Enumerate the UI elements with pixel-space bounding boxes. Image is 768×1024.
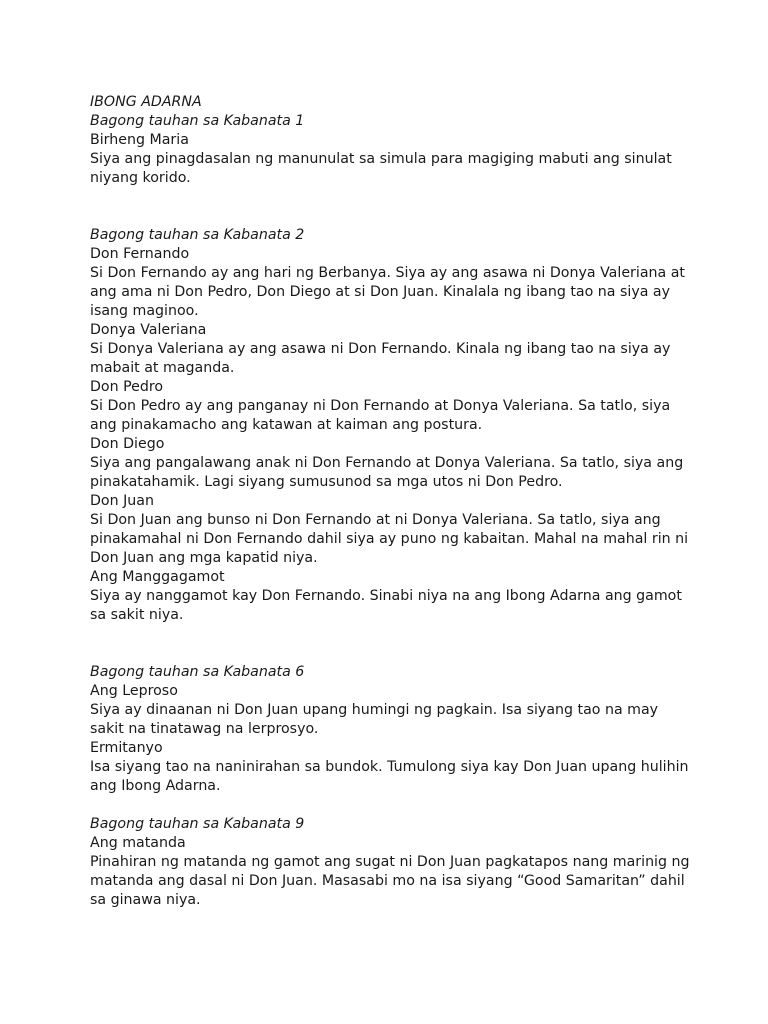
description-line: isang maginoo. bbox=[90, 303, 199, 319]
description-line: Si Don Juan ang bunso ni Don Fernando at ni Donya Valeriana. Sa tatlo, siya ang bbox=[90, 512, 661, 528]
description-line: sa ginawa niya. bbox=[90, 892, 201, 908]
document-title: IBONG ADARNA bbox=[90, 94, 202, 110]
character-name: Ang Manggagamot bbox=[90, 569, 225, 585]
description-line: ang pinakamacho ang katawan at kaiman ang postura. bbox=[90, 417, 483, 433]
description-line: sakit na tinatawag na lerprosyo. bbox=[90, 721, 319, 737]
section-kabanata-9 bbox=[90, 815, 690, 910]
description-line: ang ama ni Don Pedro, Don Diego at si Don Juan. Kinalala ng ibang tao na siya ay bbox=[90, 284, 671, 300]
description-line: ang Ibong Adarna. bbox=[90, 778, 221, 794]
description-line: Si Don Pedro ay ang panganay ni Don Fernando at Donya Valeriana. Sa tatlo, siya bbox=[90, 398, 671, 414]
section-heading: Bagong tauhan sa Kabanata 1 bbox=[90, 113, 305, 129]
description-line: Si Donya Valeriana ay ang asawa ni Don Fernando. Kinala ng ibang tao na siya ay bbox=[90, 341, 671, 357]
description-line: mabait at maganda. bbox=[90, 360, 235, 376]
character-name: Ang matanda bbox=[90, 835, 186, 851]
section-heading: Bagong tauhan sa Kabanata 6 bbox=[90, 664, 305, 680]
character-name: Don Pedro bbox=[90, 379, 164, 395]
spacer bbox=[90, 796, 690, 815]
description-line: matanda ang dasal ni Don Juan. Masasabi mo na isa siyang “Good Samaritan” dahil bbox=[90, 873, 685, 889]
description-line: Don Juan ang mga kapatid niya. bbox=[90, 550, 318, 566]
description-line: pinakatahamik. Lagi siyang sumusunod sa mga utos ni Don Pedro. bbox=[90, 474, 563, 490]
description-line: Pinahiran ng matanda ng gamot ang sugat ni Don Juan pagkatapos nang marinig ng bbox=[90, 854, 690, 870]
description-line: Si Don Fernando ay ang hari ng Berbanya. Siya ay ang asawa ni Donya Valeriana at bbox=[90, 265, 685, 281]
character-name: Don Fernando bbox=[90, 246, 190, 262]
description-line: pinakamahal ni Don Fernando dahil siya ay puno ng kabaitan. Mahal na mahal rin ni bbox=[90, 531, 689, 547]
description-line: Siya ay dinaanan ni Don Juan upang humingi ng pagkain. Isa siyang tao na may bbox=[90, 702, 659, 718]
character-name: Ang Leproso bbox=[90, 683, 178, 699]
character-name: Don Juan bbox=[90, 493, 154, 509]
description-line: sa sakit niya. bbox=[90, 607, 184, 623]
section-heading: Bagong tauhan sa Kabanata 2 bbox=[90, 227, 305, 243]
spacer bbox=[90, 188, 690, 226]
section-kabanata-1 bbox=[90, 112, 690, 188]
description-line: Siya ang pangalawang anak ni Don Fernando at Donya Valeriana. Sa tatlo, siya ang bbox=[90, 455, 684, 471]
character-name: Donya Valeriana bbox=[90, 322, 207, 338]
character-name: Don Diego bbox=[90, 436, 165, 452]
section-kabanata-6 bbox=[90, 663, 690, 796]
description-line: Isa siyang tao na naninirahan sa bundok. Tumulong siya kay Don Juan upang hulihin bbox=[90, 759, 689, 775]
section-heading: Bagong tauhan sa Kabanata 9 bbox=[90, 816, 305, 832]
spacer bbox=[90, 625, 690, 663]
document-body bbox=[90, 93, 690, 910]
description-line: Siya ay nanggamot kay Don Fernando. Sinabi niya na ang Ibong Adarna ang gamot bbox=[90, 588, 682, 604]
character-name: Ermitanyo bbox=[90, 740, 163, 756]
character-name: Birheng Maria bbox=[90, 132, 189, 148]
section-kabanata-2 bbox=[90, 226, 690, 625]
description-line: niyang korido. bbox=[90, 170, 191, 186]
description-line: Siya ang pinagdasalan ng manunulat sa simula para magiging mabuti ang sinulat bbox=[90, 151, 672, 167]
